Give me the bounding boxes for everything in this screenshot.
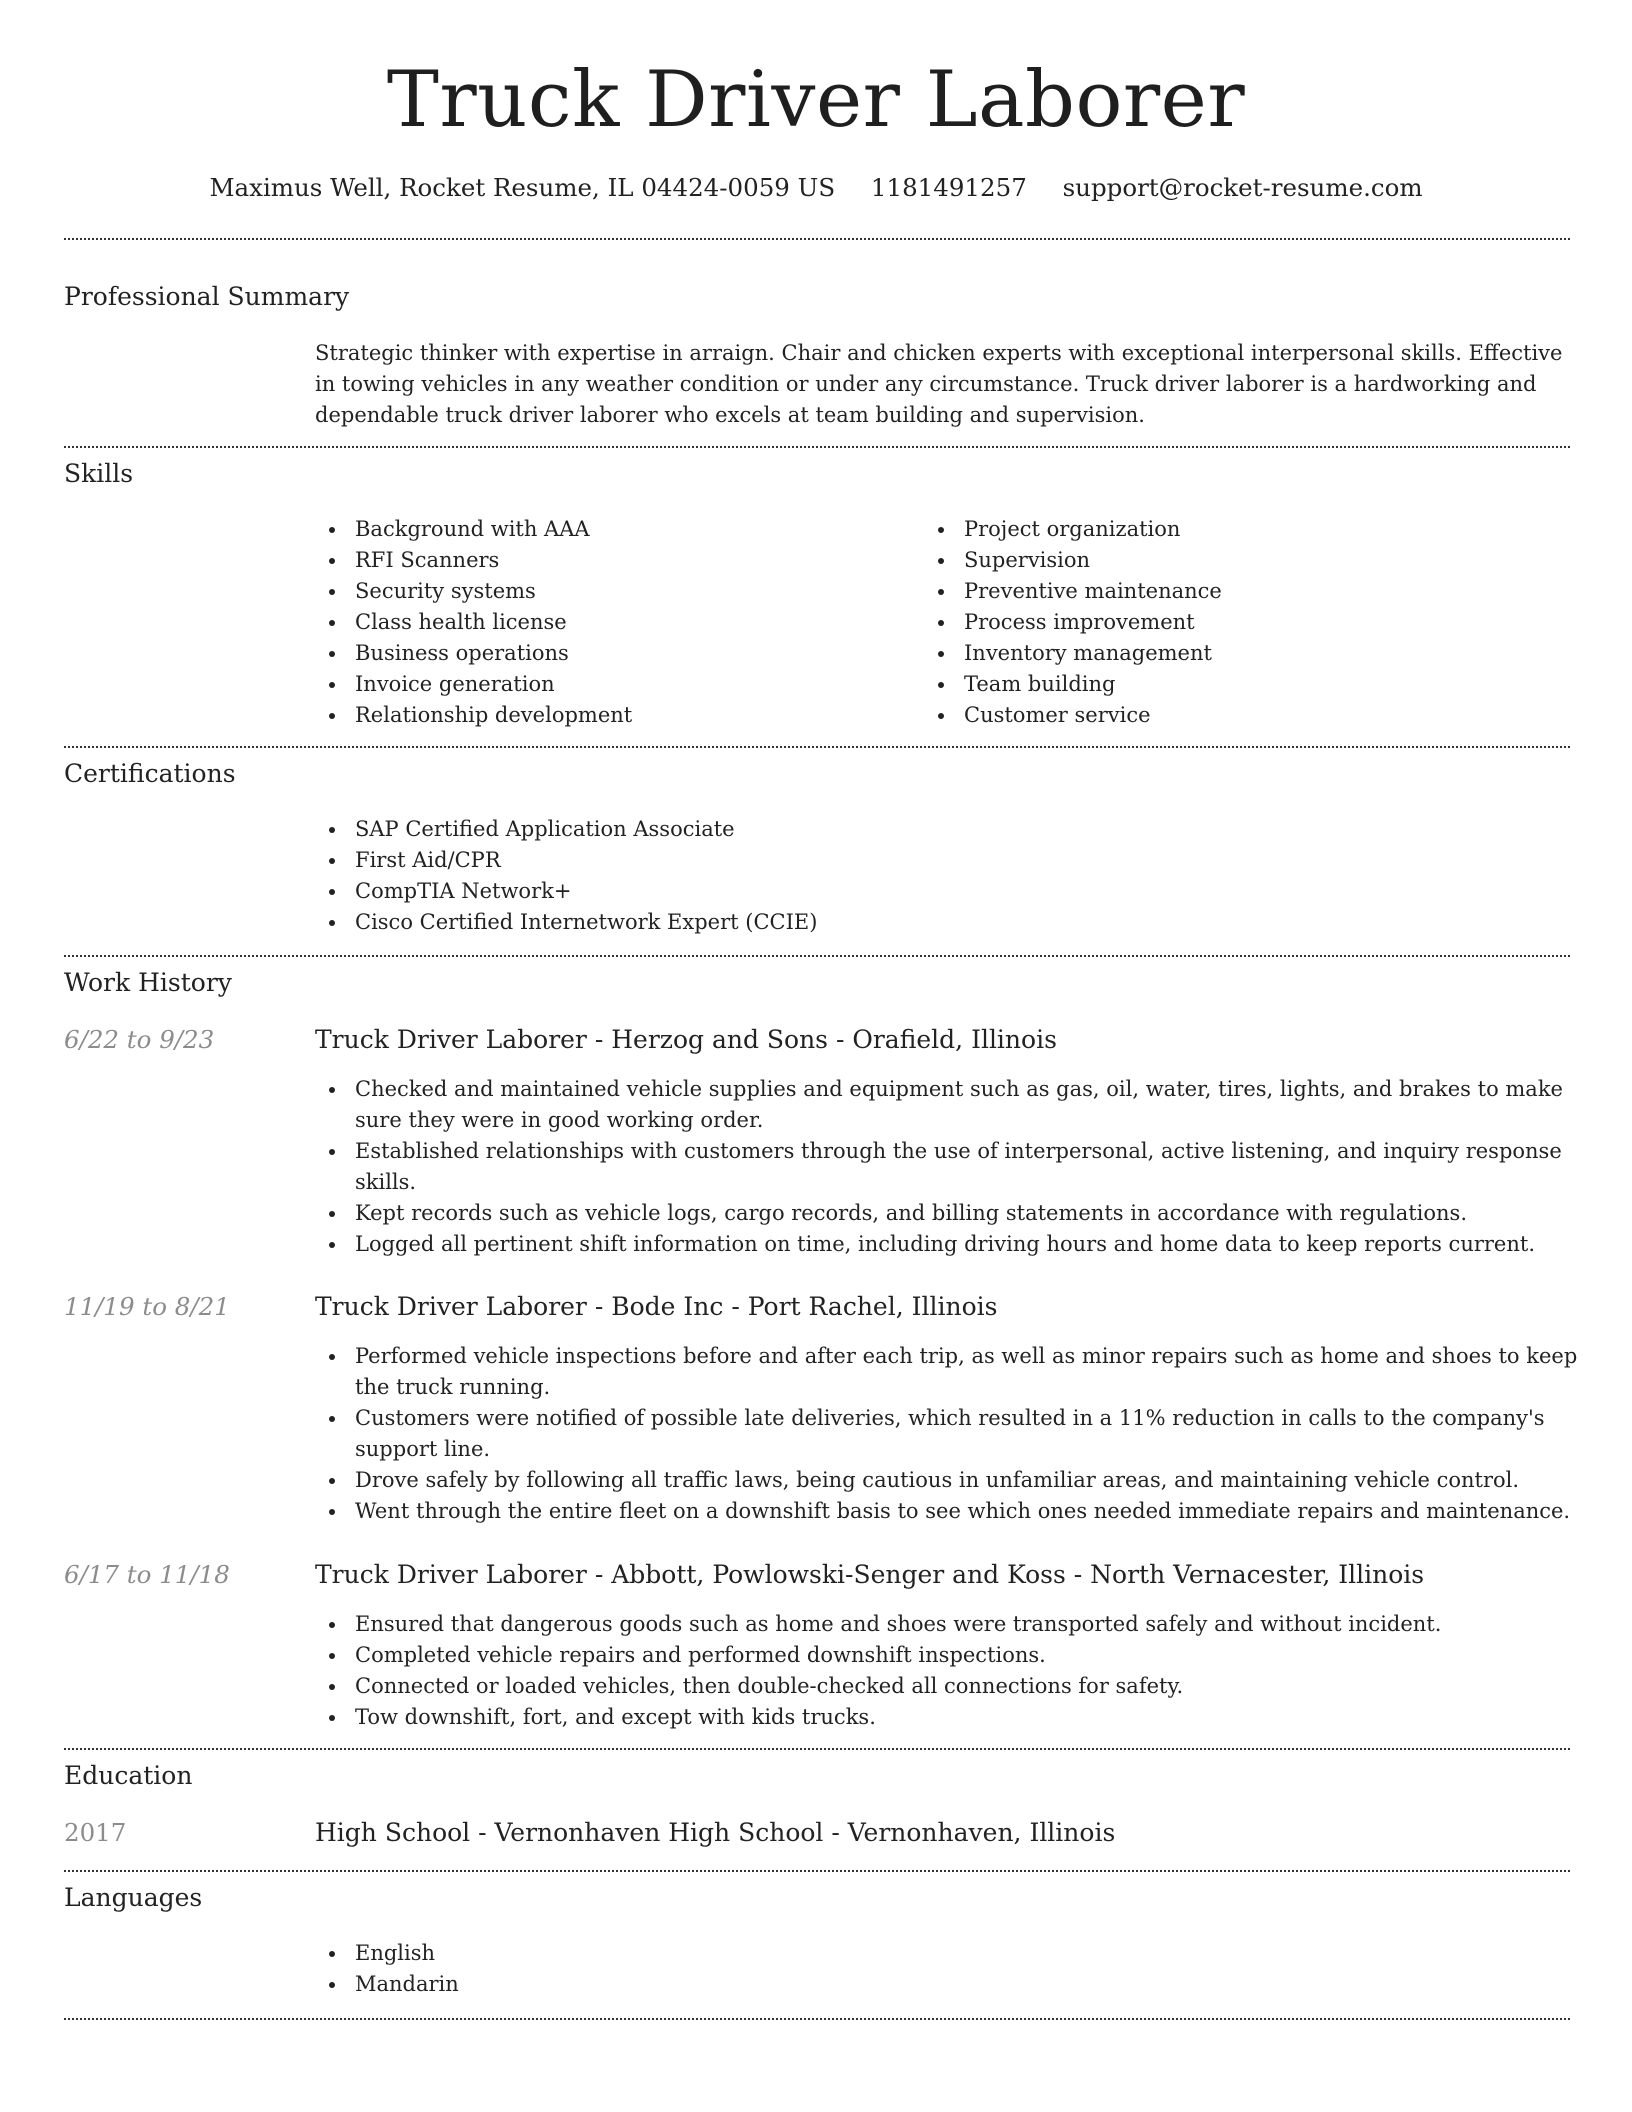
job-bullets — [311, 1341, 1595, 1527]
job-dates: 6/22 to 9/23 — [64, 1025, 215, 1054]
skill-item: Process improvement — [964, 607, 1564, 638]
skill-item: Relationship development — [355, 700, 895, 731]
work-history-heading: Work History — [64, 968, 232, 997]
certification-item: SAP Certified Application Associate — [355, 814, 1555, 845]
summary-text: Strategic thinker with expertise in arraign. Chair and chicken experts with exceptional interpersonal skills. Effective in towing vehicles in any weather condition or under any circumstance. Truck driver laborer is a hardworking and dependable truck driver laborer who excels at team building and supervision. — [315, 341, 1563, 427]
job-bullet: Connected or loaded vehicles, then double-checked all connections for safety. — [355, 1671, 1595, 1702]
language-item: Mandarin — [355, 1969, 955, 2000]
job-title: Truck Driver Laborer - Bode Inc - Port Rachel, Illinois — [315, 1292, 998, 1321]
skills-heading: Skills — [64, 459, 134, 488]
skill-item: Invoice generation — [355, 669, 895, 700]
skill-item: Business operations — [355, 638, 895, 669]
skill-item: Supervision — [964, 545, 1564, 576]
certification-item: First Aid/CPR — [355, 845, 1555, 876]
job-dates: 6/17 to 11/18 — [64, 1560, 230, 1589]
job-bullet: Tow downshift, fort, and except with kids trucks. — [355, 1702, 1595, 1733]
job-bullet: Completed vehicle repairs and performed downshift inspections. — [355, 1640, 1595, 1671]
education-title: High School - Vernonhaven High School - Vernonhaven, Illinois — [315, 1818, 1116, 1847]
languages-heading: Languages — [64, 1883, 203, 1912]
skill-item: Security systems — [355, 576, 895, 607]
job-bullet: Logged all pertinent shift information on time, including driving hours and home data to keep reports current. — [355, 1229, 1585, 1260]
job-bullet: Checked and maintained vehicle supplies and equipment such as gas, oil, water, tires, lights, and brakes to make sure they were in good working order. — [355, 1074, 1585, 1136]
contact-phone: 1181491257 — [870, 173, 1027, 202]
job-bullet: Established relationships with customers through the use of interpersonal, active listening, and inquiry response skills. — [355, 1136, 1585, 1198]
job-bullets — [311, 1074, 1585, 1260]
skill-item: Inventory management — [964, 638, 1564, 669]
job-title: Truck Driver Laborer - Herzog and Sons - Orafield, Illinois — [315, 1025, 1057, 1054]
certification-item: Cisco Certified Internetwork Expert (CCIE) — [355, 907, 1555, 938]
divider — [64, 238, 1570, 240]
job-bullet: Went through the entire fleet on a downshift basis to see which ones needed immediate repairs and maintenance. — [355, 1496, 1595, 1527]
skill-item: Team building — [964, 669, 1564, 700]
skill-item: Preventive maintenance — [964, 576, 1564, 607]
contact-line — [0, 170, 1632, 206]
job-bullet: Performed vehicle inspections before and after each trip, as well as minor repairs such as home and shoes to keep the truck running. — [355, 1341, 1595, 1403]
candidate-name: Truck Driver Laborer — [386, 55, 1246, 145]
certification-item: CompTIA Network+ — [355, 876, 1555, 907]
contact-email: support@rocket-resume.com — [1062, 173, 1423, 202]
certifications-heading: Certifications — [64, 759, 236, 788]
language-item: English — [355, 1938, 955, 1969]
education-heading: Education — [64, 1761, 193, 1790]
skill-item: Customer service — [964, 700, 1564, 731]
job-bullet: Kept records such as vehicle logs, cargo records, and billing statements in accordance with regulations. — [355, 1198, 1585, 1229]
job-bullet: Drove safely by following all traffic laws, being cautious in unfamiliar areas, and maintaining vehicle control. — [355, 1465, 1595, 1496]
summary-heading: Professional Summary — [64, 282, 350, 311]
languages-list — [311, 1938, 955, 2000]
divider — [64, 2018, 1570, 2020]
divider — [64, 446, 1570, 448]
job-bullet: Ensured that dangerous goods such as home and shoes were transported safely and without incident. — [355, 1609, 1595, 1640]
divider — [64, 1870, 1570, 1872]
skills-list-right — [920, 514, 1564, 731]
contact-address: Maximus Well, Rocket Resume, IL 04424-0059 US — [209, 173, 836, 202]
certifications-list — [311, 814, 1555, 938]
divider — [64, 746, 1570, 748]
skill-item: Project organization — [964, 514, 1564, 545]
job-bullets — [311, 1609, 1595, 1733]
skill-item: Class health license — [355, 607, 895, 638]
job-bullet: Customers were notified of possible late deliveries, which resulted in a 11% reduction in calls to the company's support line. — [355, 1403, 1595, 1465]
education-year: 2017 — [64, 1818, 127, 1847]
skills-list-left — [311, 514, 895, 731]
skill-item: Background with AAA — [355, 514, 895, 545]
job-dates: 11/19 to 8/21 — [64, 1292, 230, 1321]
skill-item: RFI Scanners — [355, 545, 895, 576]
divider — [64, 1748, 1570, 1750]
divider — [64, 955, 1570, 957]
job-title: Truck Driver Laborer - Abbott, Powlowski-Senger and Koss - North Vernacester, Illinois — [315, 1560, 1425, 1589]
